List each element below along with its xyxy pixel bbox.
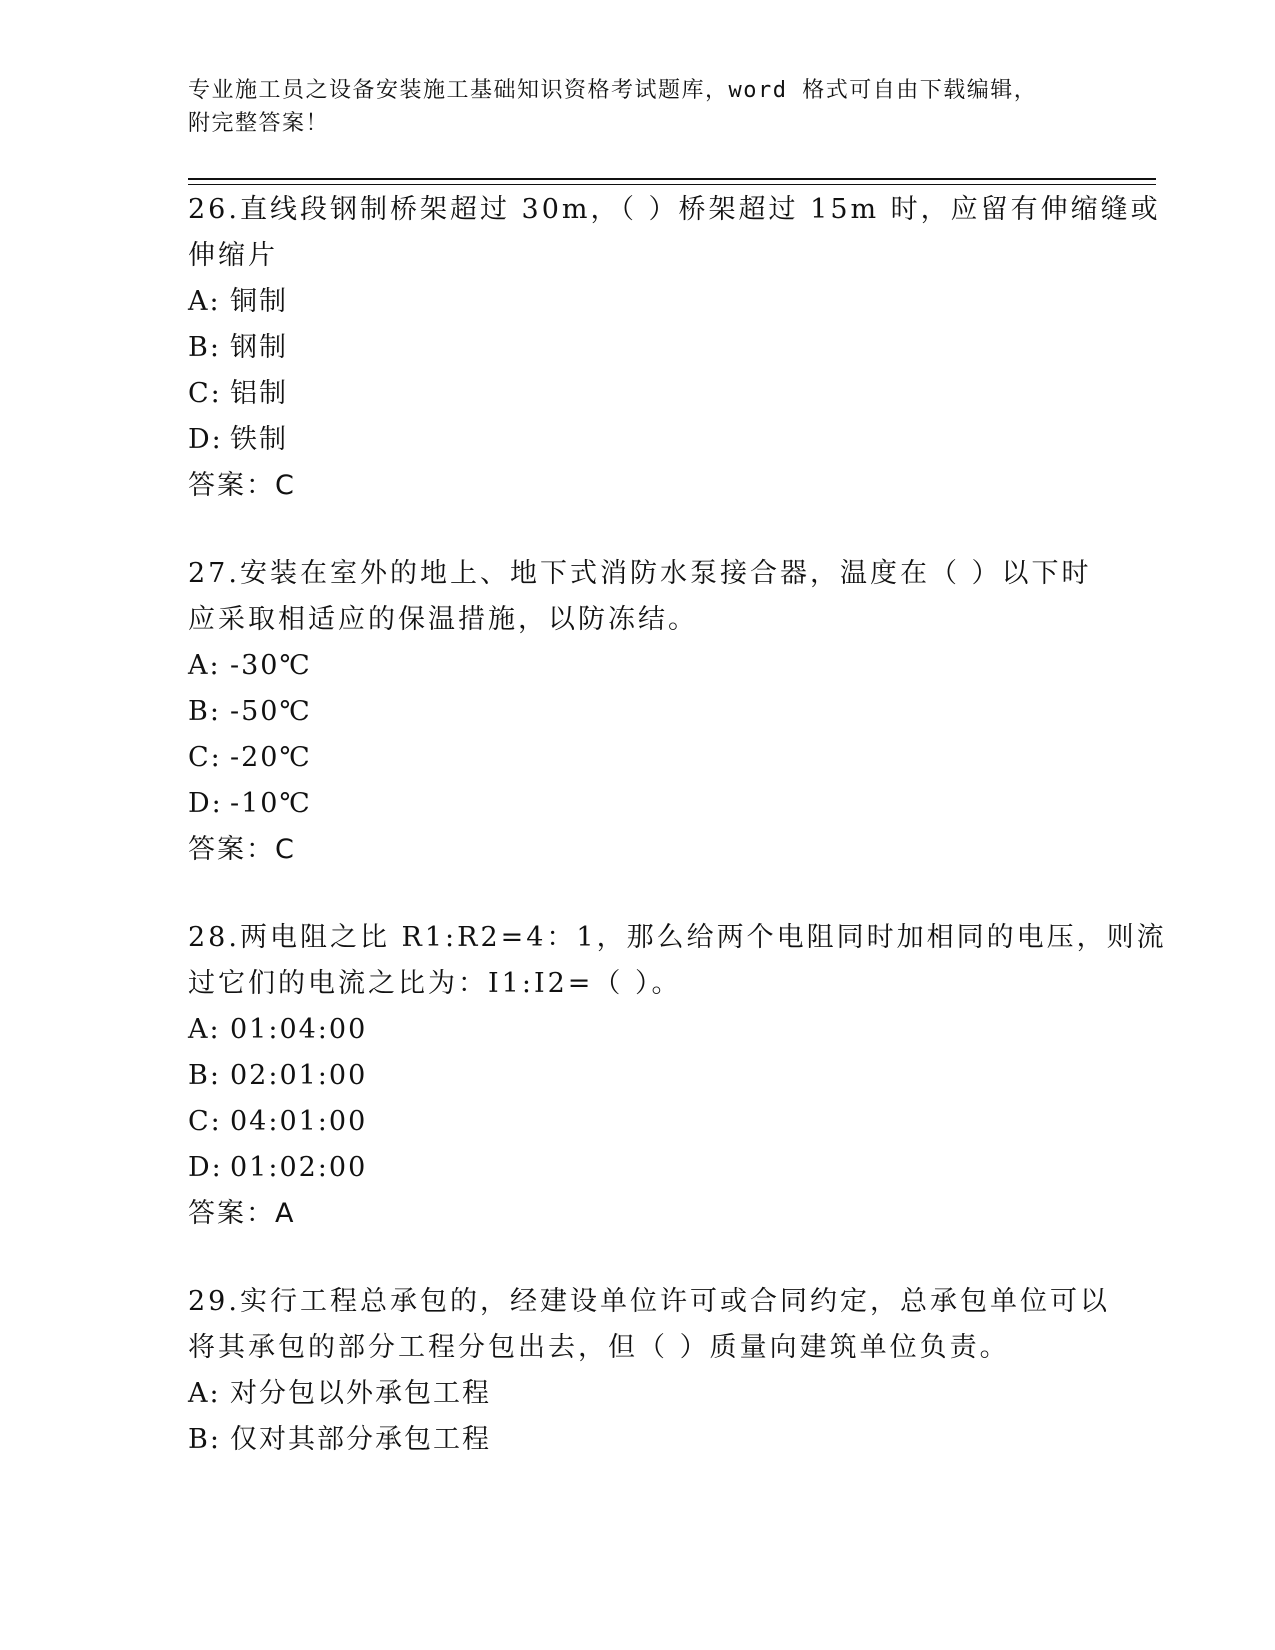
option-b: [188, 1417, 1088, 1463]
option-letter: D:: [188, 1152, 223, 1183]
option-text: -50℃: [230, 696, 312, 727]
option-text: -30℃: [230, 650, 312, 681]
option-b: [188, 1053, 1088, 1099]
option-text: 铜制: [230, 286, 288, 317]
option-text: 铁制: [230, 424, 288, 455]
option-text: 仅对其部分承包工程: [230, 1424, 491, 1455]
answer-line: 答案：C: [188, 470, 296, 501]
question-item: [188, 1279, 1110, 1463]
option-b: [188, 325, 1088, 371]
option-letter: B:: [188, 696, 221, 727]
option-letter: C:: [188, 742, 222, 773]
option-letter: A:: [188, 1378, 221, 1409]
answer-line: 答案：A: [188, 1198, 296, 1229]
header-line: 附完整答案！: [188, 111, 330, 136]
header-rule: [188, 184, 1156, 185]
option-letter: A:: [188, 286, 221, 317]
option-text: -10℃: [230, 788, 312, 819]
answer-line: 答案：C: [188, 834, 296, 865]
question-stem: 26.直线段钢制桥架超过 30m，（ ）桥架超过 15m 时，应留有伸缩缝或: [188, 194, 1161, 225]
option-letter: B:: [188, 1424, 221, 1455]
question-stem: 29.实行工程总承包的，经建设单位许可或合同约定，总承包单位可以: [188, 1286, 1110, 1317]
question-stem: 27.安装在室外的地上、地下式消防水泵接合器，温度在（ ）以下时: [188, 558, 1092, 589]
option-c: [188, 1099, 1088, 1145]
option-text: 铝制: [230, 378, 288, 409]
option-a: [188, 1371, 1088, 1417]
header-rule: [188, 178, 1156, 180]
option-a: [188, 279, 1088, 325]
question-item: [188, 551, 1092, 873]
question-stem: 伸缩片: [188, 240, 278, 271]
option-a: [188, 643, 1088, 689]
question-stem: 应采取相适应的保温措施，以防冻结。: [188, 604, 698, 635]
question-stem: 过它们的电流之比为：I1:I2=（ ）。: [188, 968, 682, 999]
option-text: -20℃: [230, 742, 312, 773]
option-d: [188, 781, 1088, 827]
option-letter: D:: [188, 424, 223, 455]
question-item: [188, 915, 1167, 1237]
option-text: 04:01:00: [230, 1106, 368, 1137]
question-item: [188, 187, 1161, 509]
option-letter: B:: [188, 332, 221, 363]
option-c: [188, 735, 1088, 781]
option-text: 02:01:00: [230, 1060, 368, 1091]
option-text: 对分包以外承包工程: [230, 1378, 491, 1409]
question-stem: 将其承包的部分工程分包出去，但（ ）质量向建筑单位负责。: [188, 1332, 1010, 1363]
option-letter: A:: [188, 650, 221, 681]
option-letter: C:: [188, 1106, 222, 1137]
option-letter: A:: [188, 1014, 221, 1045]
option-d: [188, 1145, 1088, 1191]
option-text: 01:04:00: [230, 1014, 368, 1045]
option-letter: B:: [188, 1060, 221, 1091]
question-stem: 28.两电阻之比 R1:R2=4：1，那么给两个电阻同时加相同的电压，则流: [188, 922, 1167, 953]
header-line: 专业施工员之设备安装施工基础知识资格考试题库，word 格式可自由下载编辑，: [188, 78, 1038, 103]
option-letter: D:: [188, 788, 223, 819]
option-d: [188, 417, 1088, 463]
option-text: 钢制: [230, 332, 288, 363]
option-b: [188, 689, 1088, 735]
document-header: [188, 74, 1068, 140]
option-letter: C:: [188, 378, 222, 409]
option-c: [188, 371, 1088, 417]
option-text: 01:02:00: [230, 1152, 368, 1183]
option-a: [188, 1007, 1088, 1053]
